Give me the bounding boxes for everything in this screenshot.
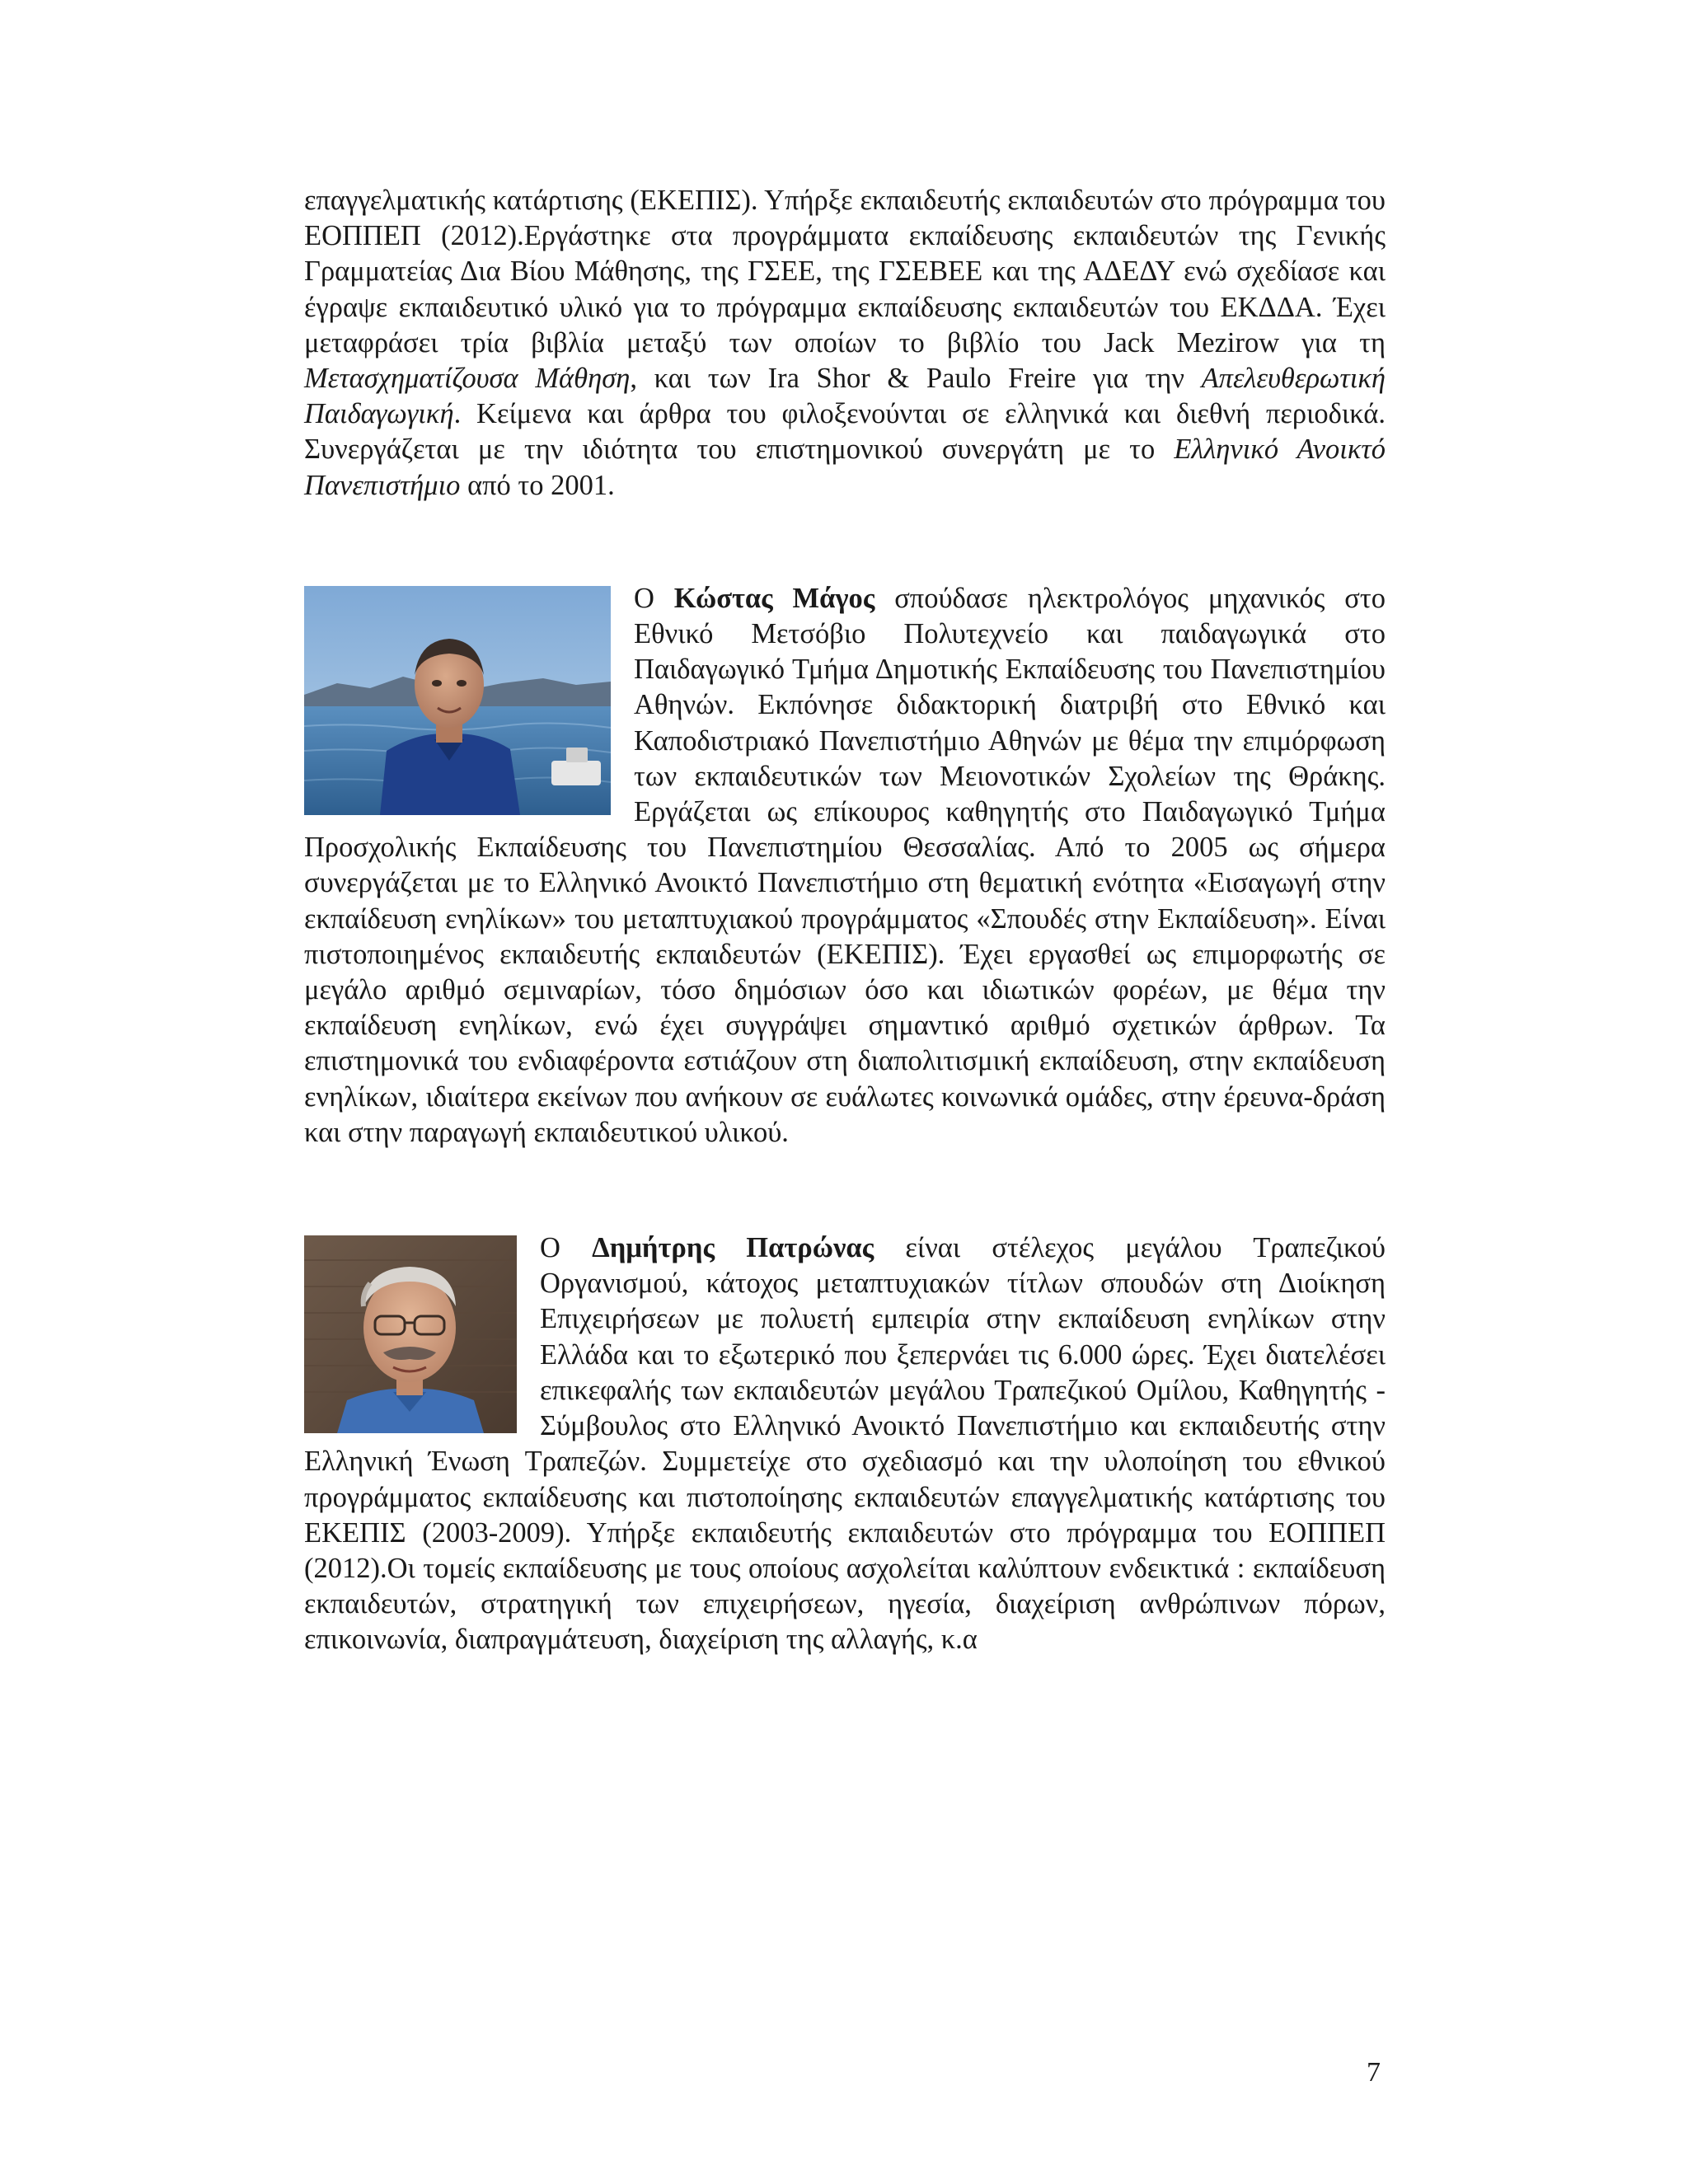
bio-patronas-name: Δημήτρης Πατρώνας	[592, 1232, 874, 1264]
intro-text-4: από το 2001.	[460, 469, 615, 501]
intro-institution: Ελληνικό Ανοικτό Πανεπιστήμιο	[304, 434, 1386, 501]
bio-magos	[304, 581, 1386, 1151]
bio-magos-prefix: Ο	[634, 582, 674, 614]
intro-text-1: επαγγελματικής κατάρτισης (ΕΚΕΠΙΣ). Υπήρξε εκπαιδευτής εκπαιδευτών στο πρόγραμμα του ΕΟΠΠΕΠ (2012).Εργάστηκε στα προγράμματα εκπαίδευσης εκπαιδευτών της Γενικής Γραμματείας Δια Βίου Μάθησης, της ΓΣΕΕ, της ΓΣΕΒΕΕ και της ΑΔΕΔΥ ενώ σχεδίασε και έγραψε εκπαιδευτικό υλικό για το πρόγραμμα εκπαίδευσης εκπαιδευτών του ΕΚΔΔΑ. Έχει μεταφράσει τρία βιβλία μεταξύ των οποίων το βιβλίο του Jack Mezirow για τη	[304, 185, 1386, 359]
bio-patronas-body: είναι στέλεχος μεγάλου Τραπεζικού Οργανισμού, κάτοχος μεταπτυχιακών τίτλων σπουδών στη Διοίκηση Επιχειρήσεων με πολυετή εμπειρία στην εκπαίδευση ενηλίκων στην Ελλάδα και το εξωτερικό που ξεπερνάει τις 6.000 ώρες. Έχει διατελέσει επικεφαλής των εκπαιδευτών μεγάλου Τραπεζικού Ομίλου, Καθηγητής - Σύμβουλος στο Ελληνικό Ανοικτό Πανεπιστήμιο και εκπαιδευτής στην Ελληνική Ένωση Τραπεζών. Συμμετείχε στο σχεδιασμό και την υλοποίηση του εθνικού προγράμματος εκπαίδευσης και πιστοποίησης εκπαιδευτών επαγγελματικής κατάρτισης του ΕΚΕΠΙΣ (2003-2009). Υπήρξε εκπαιδευτής εκπαιδευτών στο πρόγραμμα του ΕΟΠΠΕΠ (2012).Οι τομείς εκπαίδευσης με τους οποίους ασχολείται καλύπτουν ενδεικτικά : εκπαίδευση εκπαιδευτών, στρατηγική των επιχειρήσεων, ηγεσία, διαχείριση ανθρώπινων πόρων, επικοινωνία, διαπραγμάτευση, διαχείριση της αλλαγής, κ.α	[304, 1232, 1386, 1656]
portrait-photo-patronas	[304, 1235, 517, 1433]
intro-book-2: Απελευθερωτική Παιδαγωγική	[304, 363, 1386, 430]
intro-text-2: , και των Ira Shor & Paulo Freire για την	[630, 363, 1202, 395]
document-page	[304, 183, 1386, 1658]
bio-patronas-prefix: Ο	[540, 1232, 593, 1264]
bio-magos-name: Κώστας Μάγος	[673, 582, 875, 614]
portrait-photo-magos	[304, 586, 611, 815]
portrait-patronas-image	[304, 1235, 517, 1433]
intro-book-1: Μετασχηματίζουσα Μάθηση	[304, 363, 631, 395]
intro-text-3: . Κείμενα και άρθρα του φιλοξενούνται σε ελληνικά και διεθνή περιοδικά. Συνεργάζεται με την ιδιότητα του επιστημονικού συνεργάτη με το	[304, 398, 1386, 466]
intro-paragraph	[304, 183, 1386, 504]
bio-patronas	[304, 1230, 1386, 1657]
page-number: 7	[1367, 2057, 1381, 2088]
portrait-magos-image	[304, 586, 611, 815]
bio-magos-body: σπούδασε ηλεκτρολόγος μηχανικός στο Εθνικό Μετσόβιο Πολυτεχνείο και παιδαγωγικά στο Παιδαγωγικό Τμήμα Δημοτικής Εκπαίδευσης του Πανεπιστημίου Αθηνών. Εκπόνησε διδακτορική διατριβή στο Εθνικό και Καποδιστριακό Πανεπιστήμιο Αθηνών με θέμα την επιμόρφωση των εκπαιδευτικών των Μειονοτικών Σχολείων της Θράκης. Εργάζεται ως επίκουρος καθηγητής στο Παιδαγωγικό Τμήμα Προσχολικής Εκπαίδευσης του Πανεπιστημίου Θεσσαλίας. Από το 2005 ως σήμερα συνεργάζεται με το Ελληνικό Ανοικτό Πανεπιστήμιο στη θεματική ενότητα «Εισαγωγή στην εκπαίδευση ενηλίκων» του μεταπτυχιακού προγράμματος «Σπουδές στην Εκπαίδευση». Είναι πιστοποιημένος εκπαιδευτής εκπαιδευτών (ΕΚΕΠΙΣ). Έχει εργασθεί ως επιμορφωτής σε μεγάλο αριθμό σεμιναρίων, τόσο δημόσιων όσο και ιδιωτικών φορέων, με θέμα την εκπαίδευση ενηλίκων, ενώ έχει συγγράψει σημαντικό αριθμό σχετικών άρθρων. Τα επιστημονικά του ενδιαφέροντα εστιάζουν στη διαπολιτισμική εκπαίδευση, στην εκπαίδευση ενηλίκων, ιδιαίτερα εκείνων που ανήκουν σε ευάλωτες κοινωνικά ομάδες, στην έρευνα-δράση και στην παραγωγή εκπαιδευτικού υλικού.	[304, 582, 1386, 1148]
